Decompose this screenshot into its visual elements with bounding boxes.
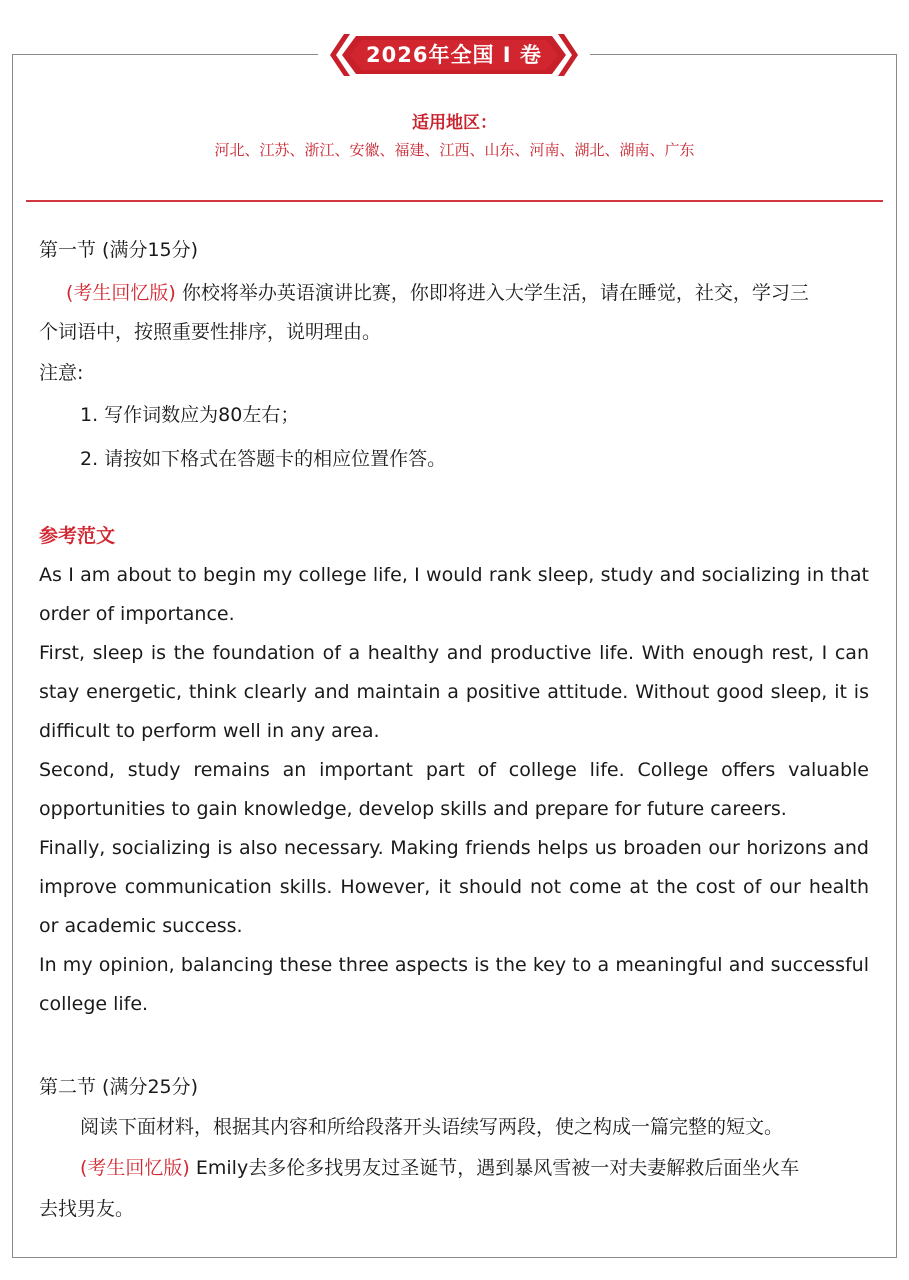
notes-label: 注意: [39,362,84,384]
essay-paragraph-2: First, sleep is the foundation of a healthy and productive life. With enough rest, I can stay energetic, think clearly and maintain a positive attitude. Without good sleep, it is difficult to perform well in any area. [39,642,869,742]
note-2: 2. 请按如下格式在答题卡的相应位置作答。 [80,448,447,470]
section1-title: 第一节 (满分15分) [39,239,199,261]
essay-paragraph-3: Second, study remains an important part of college life. College offers valuable opportunities to gain knowledge, develop skills and prepare for future careers. [39,759,869,820]
essay-paragraph-1: As I am about to begin my college life, I would rank sleep, study and socializing in that order of importance. [39,564,869,625]
region-list: 河北、江苏、浙江、安徽、福建、江西、山东、河南、湖北、湖南、广东 [214,141,695,159]
essay-paragraph-4: Finally, socializing is also necessary. Making friends helps us broaden our horizons and improve communication skills. However, it should not come at the cost of our health or academic success. [39,837,869,937]
sample-heading: 参考范文 [39,525,116,547]
section1-prompt-text1: 你校将举办英语演讲比赛，你即将进入大学生活，请在睡觉，社交，学习三 [181,282,809,304]
badge-title: 2026年全国 I 卷 [366,43,542,67]
section2-prompt-line1 [80,1156,799,1180]
essay-paragraph-5: In my opinion, balancing these three aspects is the key to a meaningful and successful college life. [39,954,869,1015]
region-heading: 适用地区： [412,113,497,133]
sample-essay [39,556,869,1024]
section2-prompt-line2: 去找男友。 [39,1198,135,1220]
section2-prompt-text1: Emily去多伦多找男友过圣诞节，遇到暴风雪被一对夫妻解救后面坐火车 [195,1157,800,1179]
section2-tag: (考生回忆版) [80,1157,190,1179]
section2-instruction: 阅读下面材料，根据其内容和所给段落开头语续写两段，使之构成一篇完整的短文。 [80,1116,784,1138]
title-badge [326,32,582,78]
note-1: 1. 写作词数应为80左右； [80,404,300,426]
section1-prompt-line2: 个词语中，按照重要性排序，说明理由。 [39,321,382,343]
section1-tag: (考生回忆版) [66,282,176,304]
section1-prompt-line1 [66,281,809,305]
header-divider [26,200,883,202]
section2-title: 第二节 (满分25分) [39,1076,199,1098]
